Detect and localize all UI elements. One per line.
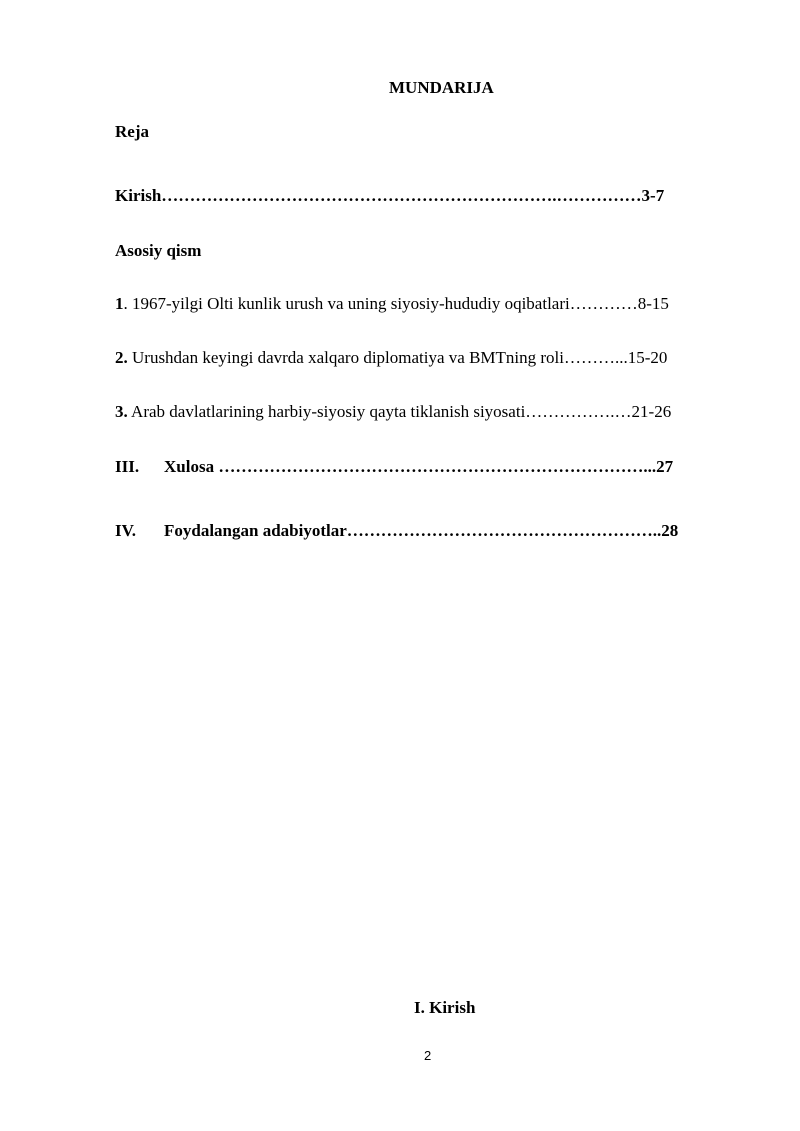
toc-entry-text: Arab davlatlarining harbiy-siyosiy qayta tiklanish siyosati — [127, 402, 526, 421]
toc-entry-1 — [115, 294, 669, 314]
plan-label: Reja — [115, 122, 149, 141]
toc-leader-dots: ………... — [564, 348, 628, 367]
toc-page-range: 27 — [656, 457, 674, 476]
next-section-title: I. Kirish — [414, 998, 476, 1017]
page-title: MUNDARIJA — [389, 78, 494, 97]
toc-entry-2 — [115, 348, 667, 368]
toc-page-range: 8-15 — [637, 294, 669, 313]
toc-leader-dots: ………… — [569, 294, 638, 313]
toc-entry-text: Xulosa — [164, 457, 219, 476]
toc-page-range: 3-7 — [641, 186, 665, 205]
toc-leader-dots: …………………………………………………………………... — [218, 457, 657, 476]
toc-entry-text: Urushdan keyingi davrda xalqaro diplomatiya va BMTning roli — [127, 348, 564, 367]
toc-entry-3 — [115, 402, 671, 422]
toc-entry-number: III. — [115, 457, 140, 476]
toc-entry-number: 2. — [115, 348, 128, 367]
toc-leader-dots: …………….… — [525, 402, 632, 421]
toc-entry-adabiyotlar — [115, 521, 678, 541]
toc-entry-number: 1 — [115, 294, 124, 313]
toc-entry-kirish — [115, 186, 664, 206]
toc-entry-xulosa — [115, 457, 673, 477]
toc-entry-text: Kirish — [115, 186, 162, 205]
toc-page-range: 15-20 — [627, 348, 668, 367]
toc-section-heading: Asosiy qism — [115, 241, 202, 260]
toc-entry-number: 3. — [115, 402, 128, 421]
toc-page-range: 28 — [661, 521, 679, 540]
toc-entry-number: IV. — [115, 521, 136, 540]
toc-page-range: 21-26 — [631, 402, 672, 421]
toc-leader-dots: …………………………………………………………….…………… — [161, 186, 642, 205]
toc-leader-dots: ……………………………………………….. — [346, 521, 662, 540]
page-number: 2 — [424, 1048, 432, 1063]
toc-entry-text: Foydalangan adabiyotlar — [164, 521, 347, 540]
toc-entry-text: . 1967-yilgi Olti kunlik urush va uning siyosiy-hududiy oqibatlari — [123, 294, 570, 313]
